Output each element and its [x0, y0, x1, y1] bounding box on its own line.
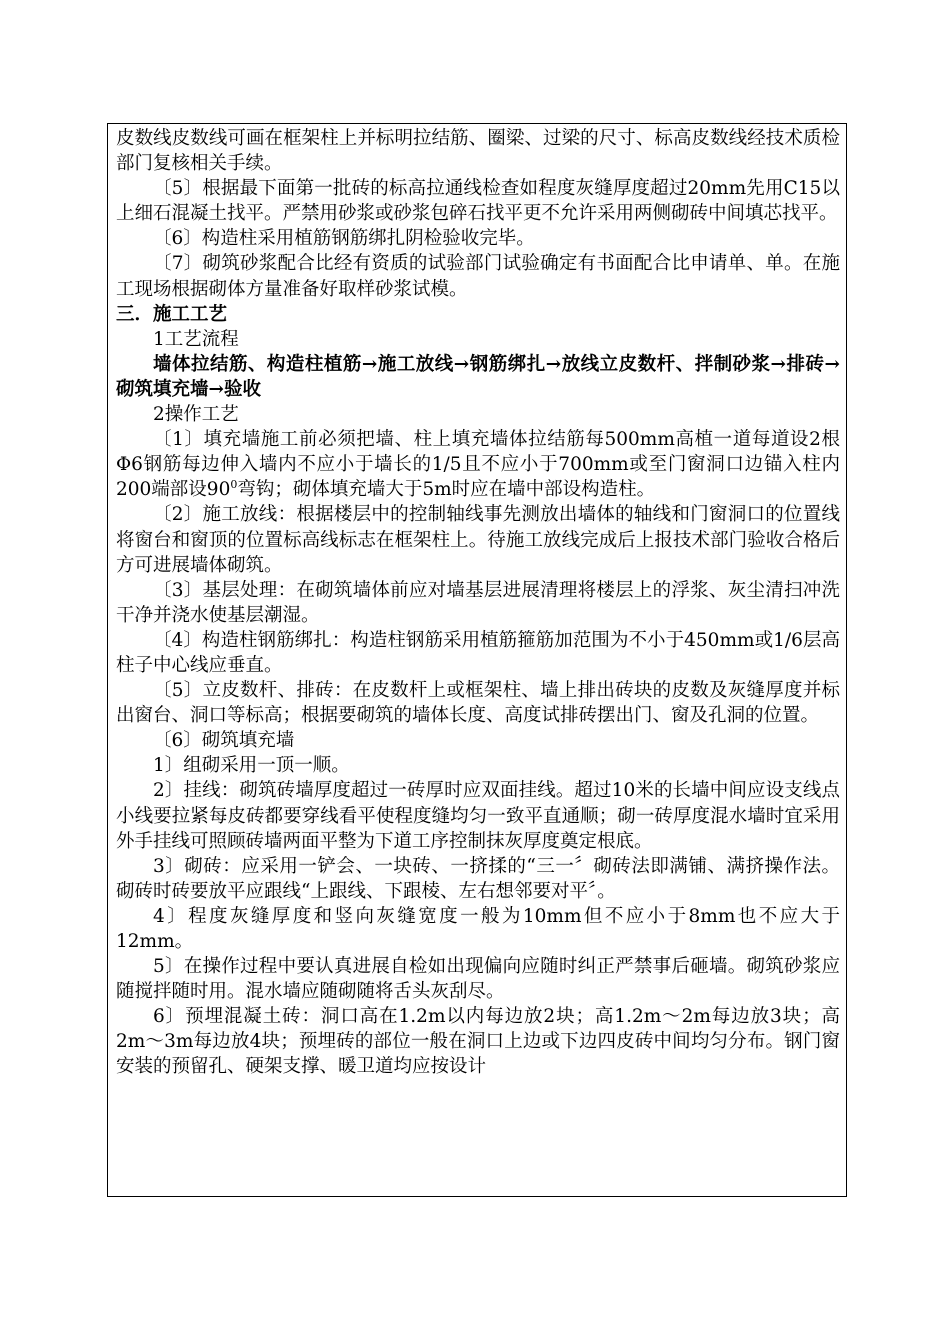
degree-superscript: 0	[230, 478, 238, 492]
paragraph-op-1-text: 〔1〕填充墙施工前必须把墙、柱上填充墙体拉结筋每500mm高植一道每道设2根Φ6钢筋每边伸入墙内不应小于墙长的1/5且不应小于700mm或至门窗洞口边锚入柱内200端部设90	[116, 429, 840, 501]
paragraph-op-2: 〔2〕施工放线：根据楼层中的控制轴线事先测放出墙体的轴线和门窗洞口的位置线将窗台和窗顶的位置标高线标志在框架柱上。待施工放线完成后上报技术部门验收合格后方可进展墙体砌筑。	[116, 504, 840, 576]
paragraph-op-6: 〔6〕砌筑填充墙	[153, 730, 295, 752]
paragraph-op-5: 〔5〕立皮数杆、排砖：在皮数杆上或框架柱、墙上排出砖块的皮数及灰缝厚度并标出窗台、洞口等标高；根据要砌筑的墙体长度、高度试排砖摆出门、窗及孔洞的位置。	[116, 680, 840, 727]
paragraph-op-4: 〔4〕构造柱钢筋绑扎：构造柱钢筋采用植筋箍筋加范围为不小于450mm或1/6层高柱子中心线应垂直。	[116, 629, 840, 676]
paragraph-op-6-2: 2〕挂线：砌筑砖墙厚度超过一砖厚时应双面挂线。超过10米的长墙中间应设支线点小线要拉紧每皮砖都要穿线看平使程度缝均匀一致平直通顺；砌一砖厚度混水墙时宜采用外手挂线可照顾砖墙两面平整为下道工序控制抹灰厚度奠定根底。	[116, 780, 840, 852]
section-heading: 三．施工工艺	[116, 303, 228, 325]
paragraph-op-6-4: 4〕程度灰缝厚度和竖向灰缝宽度一般为10mm但不应小于8mm也不应大于12mm。	[116, 905, 840, 952]
paragraph-op-6-1: 1〕组砌采用一顶一顺。	[153, 755, 350, 777]
paragraph-op-6-6: 6〕预埋混凝土砖：洞口高在1.2m以内每边放2块；高1.2m～2m每边放3块；高2m～3m每边放4块；预埋砖的部位一般在洞口上边或下边四皮砖中间均匀分布。钢门窗安装的预留孔、硬架支撑、暖卫道均应按设计	[116, 1006, 840, 1078]
paragraph-op-3: 〔3〕基层处理：在砌筑墙体前应对墙基层进展清理将楼层上的浮浆、灰尘清扫冲洗干净并浇水使基层潮湿。	[116, 579, 840, 626]
paragraph-op-6-5: 5〕在操作过程中要认真进展自检如出现偏向应随时纠正严禁事后砸墙。砌筑砂浆应随搅拌随时用。混水墙应随砌随将舌头灰刮尽。	[116, 956, 840, 1003]
paragraph-prep-5: 〔5〕根据最下面第一批砖的标高拉通线检查如程度灰缝厚度超过20mm先用C15以上细石混凝土找平。严禁用砂浆或砂浆包碎石找平更不允许采用两侧砌砖中间填芯找平。	[116, 178, 840, 225]
paragraph-op-1	[116, 427, 840, 502]
paragraph-op-6-3: 3〕砌砖：应采用一铲会、一块砖、一挤揉的“三一〞砌砖法即满铺、满挤操作法。砌砖时砖要放平应跟线“上跟线、下跟棱、左右想邻要对平〞。	[116, 855, 840, 902]
process-flow-text: 墙体拉结筋、构造柱植筋→施工放线→钢筋绑扎→放线立皮数杆、拌制砂浆→排砖→砌筑填充墙→验收	[116, 353, 840, 400]
paragraph-op-1-after: 弯钩；砌体填充墙大于5m时应在墙中部设构造柱。	[237, 479, 656, 501]
subheading-process-flow: 1工艺流程	[153, 328, 239, 350]
paragraph-prep-7: 〔7〕砌筑砂浆配合比经有资质的试验部门试验确定有书面配合比申请单、单。在施工现场根据砌体方量准备好取样砂浆试模。	[116, 253, 840, 300]
paragraph-prep-6: 〔6〕构造柱采用植筋钢筋绑扎阴检验收完毕。	[153, 228, 535, 250]
document-body	[116, 126, 840, 1080]
subheading-operation: 2操作工艺	[153, 404, 239, 426]
document-frame	[107, 123, 847, 1197]
paragraph-continuation: 皮数线皮数线可画在框架柱上并标明拉结筋、圈梁、过梁的尺寸、标高皮数线经技术质检部门复核相关手续。	[116, 128, 840, 175]
